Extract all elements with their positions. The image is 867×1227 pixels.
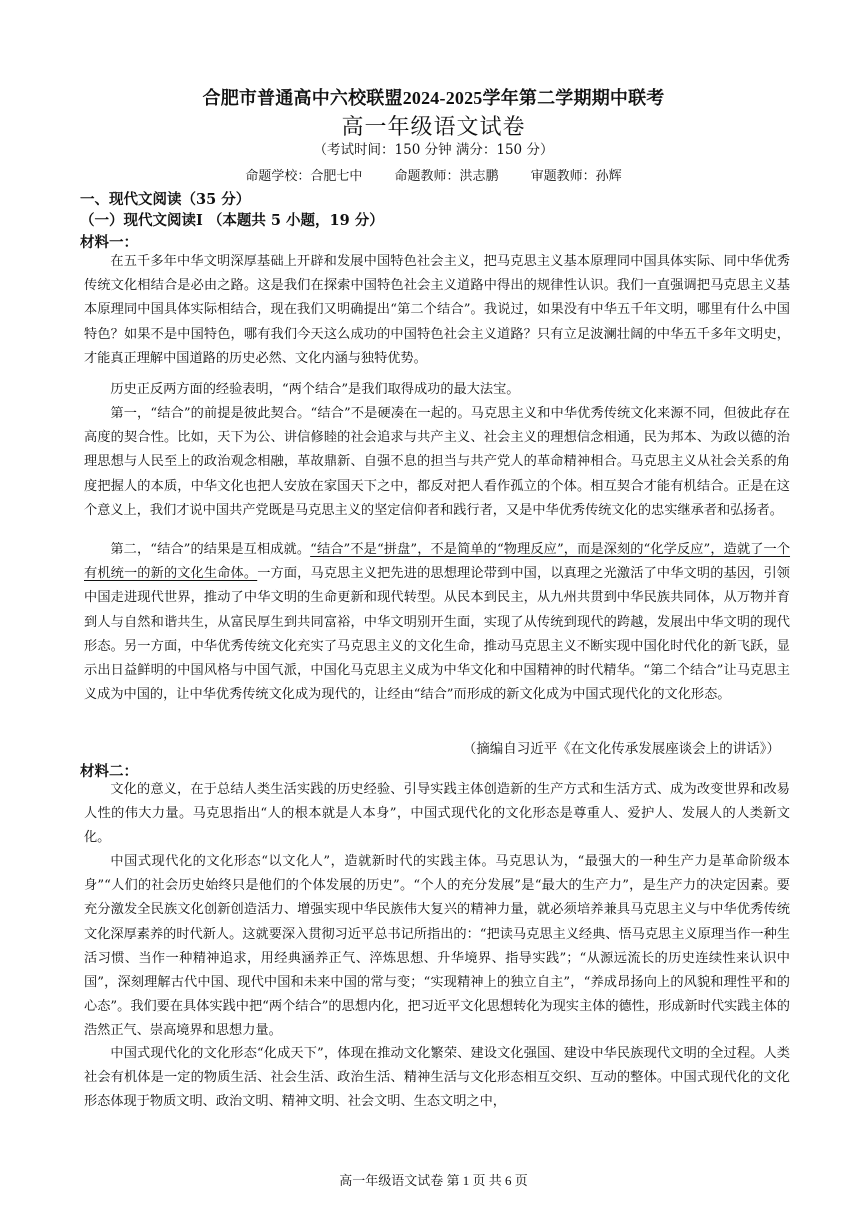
- school-label: 命题学校：合肥七中: [245, 169, 363, 184]
- section-subtitle: （一）现代文阅读Ⅰ （本题共 5 小题，19 分）: [80, 212, 384, 229]
- exam-info: （考试时间：150 分钟 满分：150 分）: [313, 142, 554, 158]
- material2-paragraph-1: 文化的意义，在于总结人类生活实践的历史经验、引导实践主体创造新的生产方式和生活方式、成为改变世界和改易人性的伟大力量。马克思指出“人的根本就是人本身”，中国式现代化的文化形态是尊重人、爱护人、发展人的人类新文化。: [84, 782, 790, 846]
- underlined-sentence: “结合”不是“拼盘”，不是简单的“物理反应”，而是深刻的“化学反应”，造就了一个有机统一的新的文化生命体。: [84, 542, 791, 582]
- reviewer-label: 审题教师：孙辉: [530, 169, 622, 184]
- author-label: 命题教师：洪志鹏: [394, 169, 499, 184]
- paragraph-4-rest: 一方面，马克思主义把先进的思想理论带到中国，以真理之光激活了中华文明的基因，引领中国走进现代世界，推动了中华文明的生命更新和现代转型。从民本到民主，从九州共贯到中华民族共同体，从万物并育到人与自然和谐共生，从富民厚生到共同富裕，中华文明别开生面，实现了从传统到现代的跨越，发展出中华文明的现代形态。另一方面，中华优秀传统文化充实了马克思主义的文化生命，推动马克思主义不断实现中国化时代化的新飞跃，显示出日益鲜明的中国风格与中国气派，中国化马克思主义成为中华文化和中国精神的时代精华。“第二个结合”让马克思主义成为中国的，让中华优秀传统文化成为现代的，让经由“结合”而形成的新文化成为中国式现代化的文化形态。: [84, 566, 790, 703]
- page-footer: 高一年级语文试卷 第 1 页 共 6 页: [339, 1173, 528, 1188]
- material1-label: 材料一：: [80, 234, 138, 251]
- material1-paragraph-1: 在五千多年中华文明深厚基础上开辟和发展中国特色社会主义，把马克思主义基本原理同中国具体实际、同中华优秀传统文化相结合是必由之路。这是我们在探索中国特色社会主义道路中得出的规律性认识。我们一直强调把马克思主义基本原理同中国具体实际相结合，现在我们又明确提出“第二个结合”。我说过，如果没有中华五千年文明，哪里有什么中国特色？如果不是中国特色，哪有我们今天这么成功的中国特色社会主义道路？只有立足波澜壮阔的中华五千多年文明史，才能真正理解中国道路的历史必然、文化内涵与独特优势。: [84, 254, 790, 366]
- material1-paragraph-4: [84, 538, 790, 707]
- exam-title: 合肥市普通高中六校联盟2024-2025学年第二学期期中联考: [202, 88, 665, 108]
- material1-paragraph-3: 第一，“结合”的前提是彼此契合。“结合”不是硬凑在一起的。马克思主义和中华优秀传统文化来源不同，但彼此存在高度的契合性。比如，天下为公、讲信修睦的社会追求与共产主义、社会主义的理想信念相通，民为邦本、为政以德的治理思想与人民至上的政治观念相融，革故鼎新、自强不息的担当与共产党人的革命精神相合。马克思主义从社会关系的角度把握人的本质，中华文化也把人安放在家国天下之中，都反对把人看作孤立的个体。相互契合才能有机结合。正是在这个意义上，我们才说中国共产党既是马克思主义的坚定信仰者和践行者，又是中华优秀传统文化的忠实继承者和弘扬者。: [84, 406, 790, 518]
- material2-paragraph-3: 中国式现代化的文化形态“化成天下”，体现在推动文化繁荣、建设文化强国、建设中华民族现代文明的全过程。人类社会有机体是一定的物质生活、社会生活、政治生活、精神生活与文化形态相互交织、互动的整体。中国式现代化的文化形态体现于物质文明、政治文明、精神文明、社会文明、生态文明之中，: [84, 1046, 790, 1110]
- material1-paragraph-2: 历史正反两方面的经验表明，“两个结合”是我们取得成功的最大法宝。: [110, 382, 520, 397]
- citation: （摘编自习近平《在文化传承发展座谈会上的讲话》）: [462, 741, 780, 757]
- material2-label: 材料二：: [80, 763, 138, 780]
- paragraph-4-start: 第二，“结合”的结果是互相成就。: [110, 542, 311, 557]
- material2-paragraph-2: 中国式现代化的文化形态“以文化人”，造就新时代的实践主体。马克思认为，“最强大的一种生产力是革命阶级本身”“人们的社会历史始终只是他们的个体发展的历史”。“个人的充分发展”是“最大的生产力”，是生产力的决定因素。要充分激发全民族文化创新创造活力、增强实现中华民族伟大复兴的精神力量，就必须培养兼具马克思主义与中华优秀传统文化深厚素养的时代新人。这就要深入贯彻习近平总书记所指出的：“把读马克思主义经典、悟马克思主义原理当作一种生活习惯、当作一种精神追求，用经典涵养正气、淬炼思想、升华境界、指导实践”；“从源远流长的历史连续性来认识中国”，深刻理解古代中国、现代中国和未来中国的常与变；“实现精神上的独立自主”，“养成昂扬向上的风貌和理性平和的心态”。我们要在具体实践中把“两个结合”的思想内化，把习近平文化思想转化为现实主体的德性，形成新时代实践主体的浩然正气、崇高境界和思想力量。: [84, 854, 790, 1039]
- exam-credits: [0, 165, 867, 184]
- exam-subtitle: 高一年级语文试卷: [341, 114, 526, 139]
- section-title: 一、现代文阅读（35 分）: [80, 191, 251, 208]
